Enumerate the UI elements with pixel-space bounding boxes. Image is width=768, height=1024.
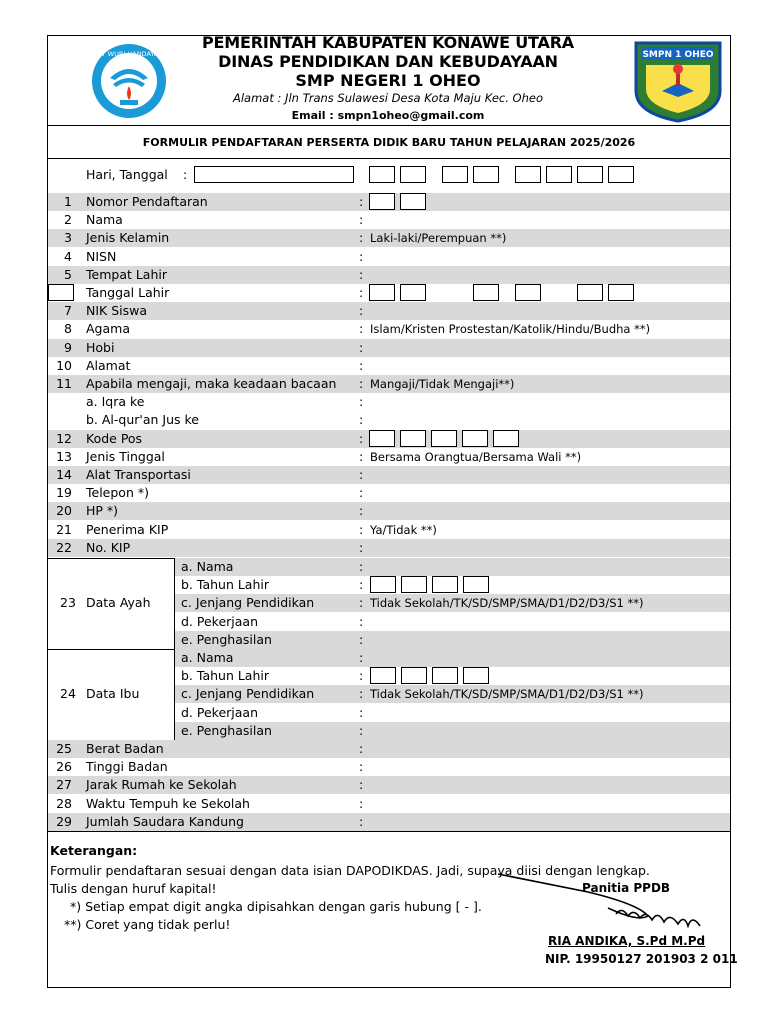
date-row	[48, 166, 730, 184]
digit-box[interactable]	[369, 193, 395, 210]
field-colon: :	[359, 631, 364, 647]
field-input[interactable]	[370, 395, 670, 409]
parent-field-label: a. Nama	[181, 650, 234, 665]
parent-field-label: d. Pekerjaan	[181, 613, 259, 629]
field-label: Berat Badan	[86, 741, 164, 756]
row-number: 27	[56, 777, 72, 793]
field-label: NIK Siswa	[86, 303, 148, 319]
row-number: 20	[56, 503, 72, 519]
field-colon: :	[359, 412, 364, 428]
field-label: Penerima KIP	[86, 521, 169, 537]
field-label: Apabila mengaji, maka keadaan bacaan	[86, 376, 337, 391]
field-colon: :	[359, 212, 364, 228]
year-box[interactable]	[370, 576, 396, 593]
form-row	[48, 393, 730, 411]
header-government: PEMERINTAH KABUPATEN KONAWE UTARA	[202, 33, 574, 52]
parent-field-label: b. Tahun Lahir	[181, 668, 270, 684]
form-row	[48, 339, 730, 357]
parent-row	[174, 685, 730, 703]
parent-row	[174, 613, 730, 631]
field-input[interactable]	[370, 541, 670, 555]
field-label: Telepon *)	[86, 485, 149, 501]
field-input[interactable]	[370, 797, 670, 811]
date-box-d2[interactable]	[400, 166, 426, 183]
field-colon: :	[359, 795, 364, 811]
field-label: Jenis Kelamin	[86, 230, 170, 246]
notes-title: Keterangan:	[50, 843, 138, 858]
field-input[interactable]	[370, 760, 670, 774]
logo-right-text: SMPN 1 OHEO	[642, 50, 714, 60]
field-colon: :	[359, 248, 364, 264]
parent-row	[174, 558, 730, 576]
parent-row	[174, 649, 730, 667]
field-colon: :	[359, 467, 364, 482]
field-label: Nomor Pendaftaran	[86, 194, 208, 209]
digit-box[interactable]	[400, 430, 426, 447]
date-box-m2[interactable]	[473, 166, 499, 183]
form-row	[48, 266, 730, 284]
notes-line-2: Tulis dengan huruf kapital!	[50, 881, 217, 896]
field-input[interactable]	[370, 486, 670, 500]
digit-box[interactable]	[369, 430, 395, 447]
year-box[interactable]	[463, 667, 489, 684]
field-input[interactable]	[370, 468, 670, 482]
year-box[interactable]	[432, 667, 458, 684]
field-colon: :	[359, 376, 364, 391]
parent-field-label: e. Penghasilan	[181, 631, 272, 647]
parent-field-label: c. Jenjang Pendidikan	[181, 595, 315, 611]
parent-row	[174, 704, 730, 722]
field-input[interactable]	[370, 615, 670, 629]
date-box-m1[interactable]	[442, 166, 468, 183]
field-colon: :	[359, 503, 364, 519]
field-colon: :	[359, 759, 364, 775]
digit-box[interactable]	[48, 284, 74, 301]
digit-box[interactable]	[608, 284, 634, 301]
school-shield-logo	[632, 39, 724, 123]
row-number: 28	[56, 795, 72, 811]
form-row	[48, 539, 730, 557]
row-number: 1	[64, 194, 72, 209]
section-label: Data Ayah	[86, 594, 151, 610]
field-colon: :	[359, 394, 364, 410]
year-box[interactable]	[401, 576, 427, 593]
row-number: 5	[64, 266, 72, 282]
row-number: 11	[56, 376, 72, 391]
field-colon: :	[359, 448, 364, 464]
form-row	[48, 248, 730, 266]
parent-field-label: c. Jenjang Pendidikan	[181, 686, 315, 702]
date-colon: :	[183, 167, 188, 182]
field-colon: :	[359, 595, 364, 611]
field-input[interactable]	[370, 815, 670, 829]
field-colon: :	[359, 357, 364, 373]
field-label: Tinggi Badan	[86, 759, 168, 775]
form-row	[48, 795, 730, 813]
field-colon: :	[359, 321, 364, 337]
notes-footnote-1: *) Setiap empat digit angka dipisahkan dengan garis hubung [ - ].	[70, 899, 482, 914]
field-label: a. Iqra ke	[86, 394, 145, 410]
row-number: 22	[56, 539, 72, 555]
parent-row	[174, 631, 730, 649]
row-number: 19	[56, 485, 72, 501]
field-colon: :	[359, 266, 364, 282]
field-label: Hobi	[86, 339, 115, 355]
form-row	[48, 284, 730, 302]
field-colon: :	[359, 230, 364, 246]
digit-box[interactable]	[400, 193, 426, 210]
header-school: SMP NEGERI 1 OHEO	[295, 71, 481, 90]
form-row	[48, 193, 730, 211]
form-row	[48, 521, 730, 539]
parent-field-label: d. Pekerjaan	[181, 704, 259, 720]
row-number: 9	[64, 339, 72, 355]
field-input[interactable]	[370, 341, 670, 355]
field-label: HP *)	[86, 503, 119, 519]
field-label: NISN	[86, 248, 117, 264]
year-box[interactable]	[463, 576, 489, 593]
field-input[interactable]	[370, 250, 670, 264]
header-department: DINAS PENDIDIKAN DAN KEBUDAYAAN	[218, 52, 558, 71]
section-label: Data Ibu	[86, 685, 140, 701]
field-input[interactable]	[370, 304, 670, 318]
field-label: Alat Transportasi	[86, 467, 191, 482]
field-input[interactable]	[370, 633, 670, 647]
field-input[interactable]	[370, 724, 670, 738]
form-row	[48, 302, 730, 320]
digit-box[interactable]	[473, 284, 499, 301]
form-row	[48, 813, 730, 831]
form-row	[48, 320, 730, 338]
row-number: 12	[56, 430, 72, 446]
field-input[interactable]	[370, 742, 670, 756]
digit-box[interactable]	[400, 284, 426, 301]
field-colon: :	[359, 539, 364, 555]
day-input[interactable]	[194, 166, 354, 183]
registration-form-sheet	[47, 33, 738, 988]
header-address: Alamat : Jln Trans Sulawesi Desa Kota Maju Kec. Oheo	[233, 91, 543, 105]
field-colon: :	[359, 339, 364, 355]
row-number: 13	[56, 448, 72, 464]
field-colon: :	[359, 668, 364, 684]
form-row	[48, 776, 730, 794]
row-number: 21	[56, 521, 72, 537]
year-box[interactable]	[432, 576, 458, 593]
date-box-y1[interactable]	[515, 166, 541, 183]
field-input[interactable]	[370, 268, 670, 282]
field-label: b. Al-qur'an Jus ke	[86, 412, 199, 428]
parent-row	[174, 722, 730, 740]
field-colon: :	[359, 194, 364, 209]
field-colon: :	[359, 813, 364, 829]
field-input[interactable]	[370, 359, 670, 373]
form-row	[48, 448, 730, 466]
parent-row	[174, 667, 730, 685]
field-label: Tempat Lahir	[86, 266, 168, 282]
field-colon: :	[359, 485, 364, 501]
handwritten-signature	[488, 864, 708, 936]
digit-box[interactable]	[369, 284, 395, 301]
field-colon: :	[359, 303, 364, 319]
notes-footnote-2: **) Coret yang tidak perlu!	[64, 917, 231, 932]
field-colon: :	[359, 777, 364, 793]
field-colon: :	[359, 686, 364, 702]
form-row	[48, 357, 730, 375]
section-number: 23	[60, 594, 76, 610]
field-input[interactable]	[370, 413, 670, 427]
row-number: 7	[64, 303, 72, 319]
committee-label: Panitia PPDB	[582, 881, 671, 895]
notes-divider	[48, 831, 730, 832]
field-colon: :	[359, 430, 364, 446]
row-number: 14	[56, 467, 72, 482]
digit-box[interactable]	[577, 284, 603, 301]
field-options: Laki-laki/Perempuan **)	[370, 231, 507, 246]
field-input[interactable]	[370, 560, 670, 574]
field-options: Tidak Sekolah/TK/SD/SMP/SMA/D1/D2/D3/S1 **)	[370, 596, 644, 611]
form-row	[48, 430, 730, 448]
date-box-y3[interactable]	[577, 166, 603, 183]
field-label: Kode Pos	[86, 430, 143, 446]
field-colon: :	[359, 577, 364, 593]
digit-box[interactable]	[515, 284, 541, 301]
signer-nip: NIP. 19950127 201903 2 011	[545, 952, 738, 966]
row-number: 2	[64, 212, 72, 228]
field-options: Islam/Kristen Prostestan/Katolik/Hindu/Budha **)	[370, 322, 651, 337]
field-colon: :	[359, 521, 364, 537]
form-row	[48, 411, 730, 429]
field-input[interactable]	[370, 706, 670, 720]
section-divider	[174, 649, 175, 740]
field-options: Bersama Orangtua/Bersama Wali **)	[370, 449, 582, 464]
digit-box[interactable]	[462, 430, 488, 447]
section-number: 24	[60, 685, 76, 701]
form-row	[48, 229, 730, 247]
parent-field-label: a. Nama	[181, 559, 234, 574]
field-options: Ya/Tidak **)	[370, 522, 437, 537]
parent-row	[174, 576, 730, 594]
date-label: Hari, Tanggal	[86, 167, 168, 182]
field-label: Nama	[86, 212, 123, 228]
row-number: 10	[56, 357, 72, 373]
notes-line-1: Formulir pendaftaran sesuai dengan data isian DAPODIKDAS. Jadi, supaya diisi dengan lengkap.	[50, 863, 650, 878]
row-number: 29	[56, 813, 72, 829]
field-options: Mangaji/Tidak Mengaji**)	[370, 377, 515, 391]
section-divider	[174, 558, 175, 649]
field-label: Jenis Tinggal	[86, 448, 165, 464]
field-colon: :	[359, 650, 364, 665]
form-row	[48, 502, 730, 520]
signer-name: RIA ANDIKA, S.Pd M.Pd	[548, 934, 706, 948]
field-input[interactable]	[370, 213, 670, 227]
date-box-d1[interactable]	[369, 166, 395, 183]
form-row	[48, 466, 730, 484]
form-row	[48, 758, 730, 776]
date-box-y4[interactable]	[608, 166, 634, 183]
header-divider	[48, 125, 730, 126]
form-row	[48, 375, 730, 393]
form-title: FORMULIR PENDAFTARAN PERSERTA DIDIK BARU TAHUN PELAJARAN 2025/2026	[142, 136, 636, 149]
row-number: 3	[64, 230, 72, 246]
parent-field-label: b. Tahun Lahir	[181, 577, 270, 593]
row-number: 26	[56, 759, 72, 775]
digit-box[interactable]	[431, 430, 457, 447]
field-colon: :	[359, 285, 364, 300]
digit-box[interactable]	[493, 430, 519, 447]
field-label: Jarak Rumah ke Sekolah	[86, 777, 237, 793]
form-row	[48, 484, 730, 502]
field-colon: :	[359, 613, 364, 629]
field-label: Waktu Tempuh ke Sekolah	[86, 795, 250, 811]
field-label: Agama	[86, 321, 130, 337]
year-box[interactable]	[370, 667, 396, 684]
field-colon: :	[359, 704, 364, 720]
parent-row	[174, 594, 730, 612]
logo-left-text: TUT WURI HANDAYANI	[92, 50, 166, 58]
field-label: Alamat	[86, 357, 131, 373]
field-input[interactable]	[370, 778, 670, 792]
field-colon: :	[359, 722, 364, 738]
parent-field-label: e. Penghasilan	[181, 722, 272, 738]
field-input[interactable]	[370, 651, 670, 665]
field-options: Tidak Sekolah/TK/SD/SMP/SMA/D1/D2/D3/S1 **)	[370, 687, 644, 702]
row-number: 8	[64, 321, 72, 337]
field-colon: :	[359, 559, 364, 574]
field-label: No. KIP	[86, 539, 131, 555]
field-colon: :	[359, 741, 364, 756]
row-number: 25	[56, 741, 72, 756]
row-number: 4	[64, 248, 72, 264]
form-row	[48, 211, 730, 229]
date-box-y2[interactable]	[546, 166, 572, 183]
title-divider	[48, 158, 730, 159]
header-email: Email : smpn1oheo@gmail.com	[291, 109, 485, 122]
field-input[interactable]	[370, 504, 670, 518]
field-label: Jumlah Saudara Kandung	[86, 813, 244, 829]
field-label: Tanggal Lahir	[86, 285, 170, 300]
year-box[interactable]	[401, 667, 427, 684]
form-row	[48, 740, 730, 758]
